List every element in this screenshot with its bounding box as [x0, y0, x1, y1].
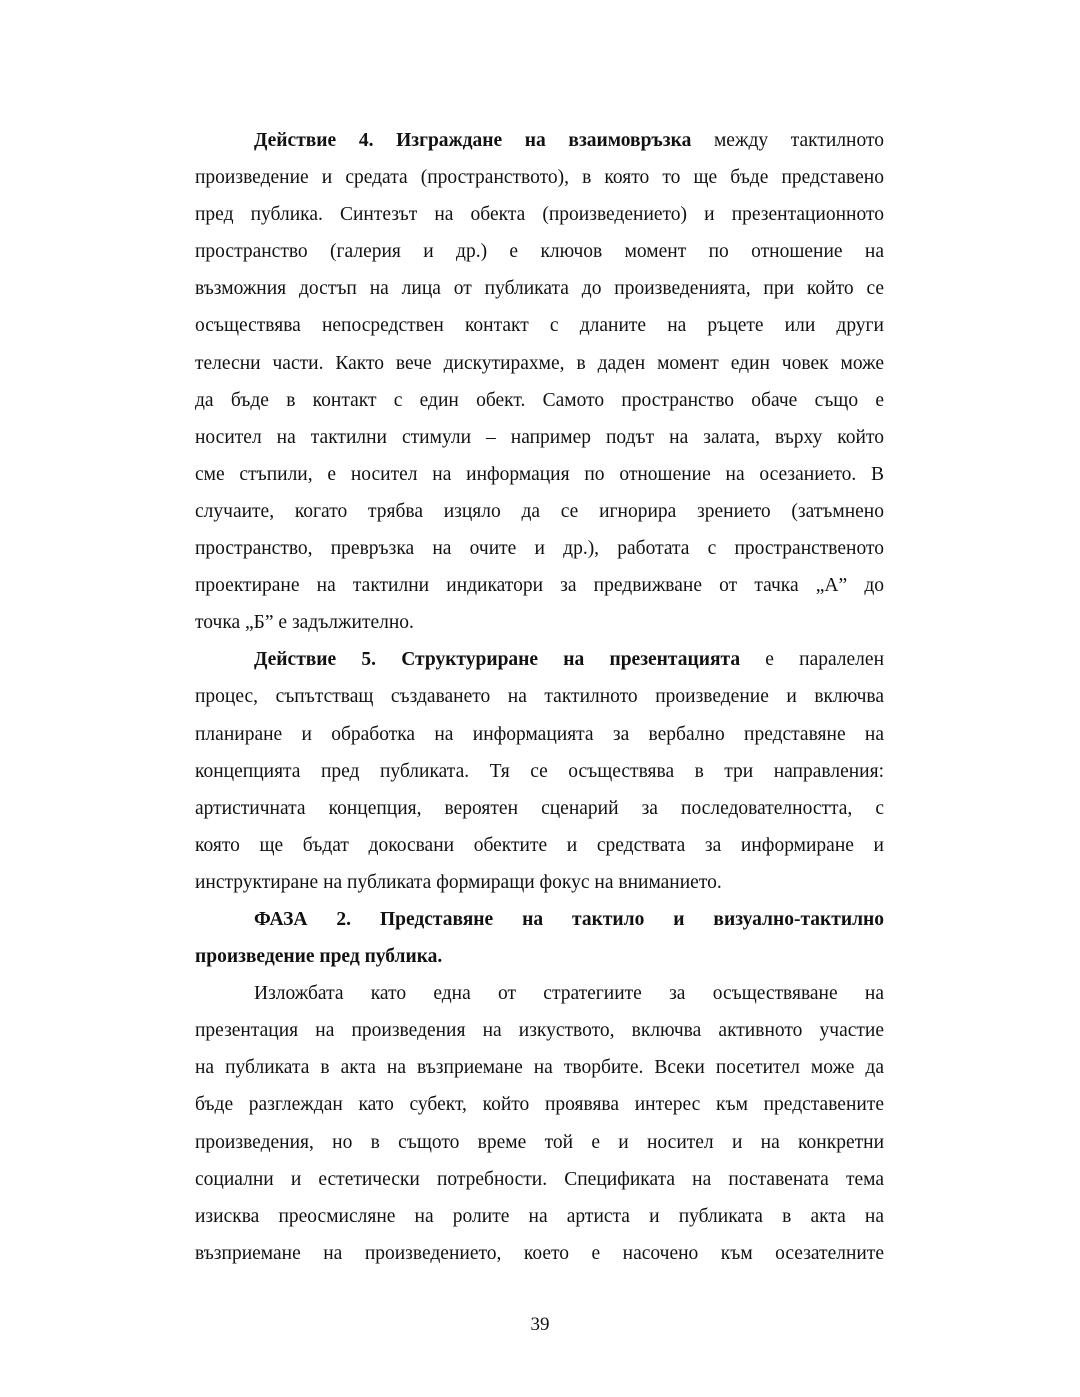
text-line: изисква преосмисляне на ролите на артиста и публиката в акта на: [195, 1205, 884, 1227]
text-line: артистичната концепция, вероятен сценарий за последователността, с: [195, 797, 884, 819]
text-line: бъде разглеждан като субект, който проявява интерес към представените: [195, 1094, 884, 1116]
text-line: възможния достъп на лица от публиката до произведенията, при който се: [195, 278, 884, 300]
text-line: осъществява непосредствен контакт с дланите на ръцете или други: [195, 315, 884, 337]
text-line: презентация на произведения на изкуството, включва активното участие: [195, 1020, 884, 1042]
text-line: телесни части. Както вече дискутирахме, в даден момент един човек може: [195, 352, 884, 374]
text-line: проектиране на тактилни индикатори за предвижване от тачка „А” до: [195, 575, 884, 597]
text-line: пред публика. Синтезът на обекта (произведението) и презентационното: [195, 204, 884, 226]
document-body: [195, 122, 884, 1272]
text-line: възприемане на произведението, което е насочено към осезателните: [195, 1242, 884, 1264]
text-line: която ще бъдат докосвани обектите и средствата за информиране и: [195, 834, 884, 856]
text-line: произведения, но в същото време той е и носител и на конкретни: [195, 1131, 884, 1153]
text-line: планиране и обработка на информацията за вербално представяне на: [195, 723, 884, 745]
text-line: процес, съпътстващ създаването на тактилното произведение и включва: [195, 686, 884, 708]
phase-heading: [195, 901, 884, 975]
text-line: случаите, когато трябва изцяло да се игнорира зрението (затъмнено: [195, 500, 884, 522]
page-number: 39: [530, 1314, 550, 1335]
paragraph-action-4: [195, 122, 884, 641]
paragraph-exhibition: [195, 975, 884, 1272]
bold-heading: ФАЗА 2. Представяне на тактило и визуално-тактилно: [254, 908, 884, 930]
bold-heading: Действие 5. Структуриране на презентацията: [254, 649, 741, 671]
text-line: Действие 5. Структуриране на презентацията е паралелен: [254, 649, 885, 671]
text-line: сме стъпили, е носител на информация по отношение на осезанието. В: [195, 463, 884, 485]
bold-heading: произведение пред публика.: [195, 946, 443, 968]
text-line: пространство (галерия и др.) е ключов момент по отношение на: [195, 241, 884, 263]
text-line: точка „Б” е задължително.: [195, 612, 414, 634]
text-line: концепцията пред публиката. Тя се осъществява в три направления:: [195, 760, 884, 782]
text-line: носител на тактилни стимули – например подът на залата, върху който: [195, 426, 884, 448]
text-line: социални и естетически потребности. Спецификата на поставената тема: [195, 1168, 884, 1190]
text-line: [195, 938, 884, 975]
text-line: произведение и средата (пространството), в която то ще бъде представено: [195, 167, 884, 189]
text-line: да бъде в контакт с един обект. Самото пространство обаче също е: [195, 389, 884, 411]
text-line: инструктиране на публиката формиращи фокус на вниманието.: [195, 871, 722, 893]
text-line: на публиката в акта на възприемане на творбите. Всеки посетител може да: [195, 1057, 884, 1079]
text-line: Действие 4. Изграждане на взаимовръзка между тактилното: [254, 130, 885, 151]
text-line: пространство, превръзка на очите и др.), работата с пространственото: [195, 538, 884, 560]
paragraph-action-5: [195, 641, 884, 901]
bold-heading: Действие 4. Изграждане на взаимовръзка: [254, 130, 692, 151]
text-line: Изложбата като една от стратегиите за осъществяване на: [254, 983, 884, 1005]
text-line: [195, 901, 884, 938]
